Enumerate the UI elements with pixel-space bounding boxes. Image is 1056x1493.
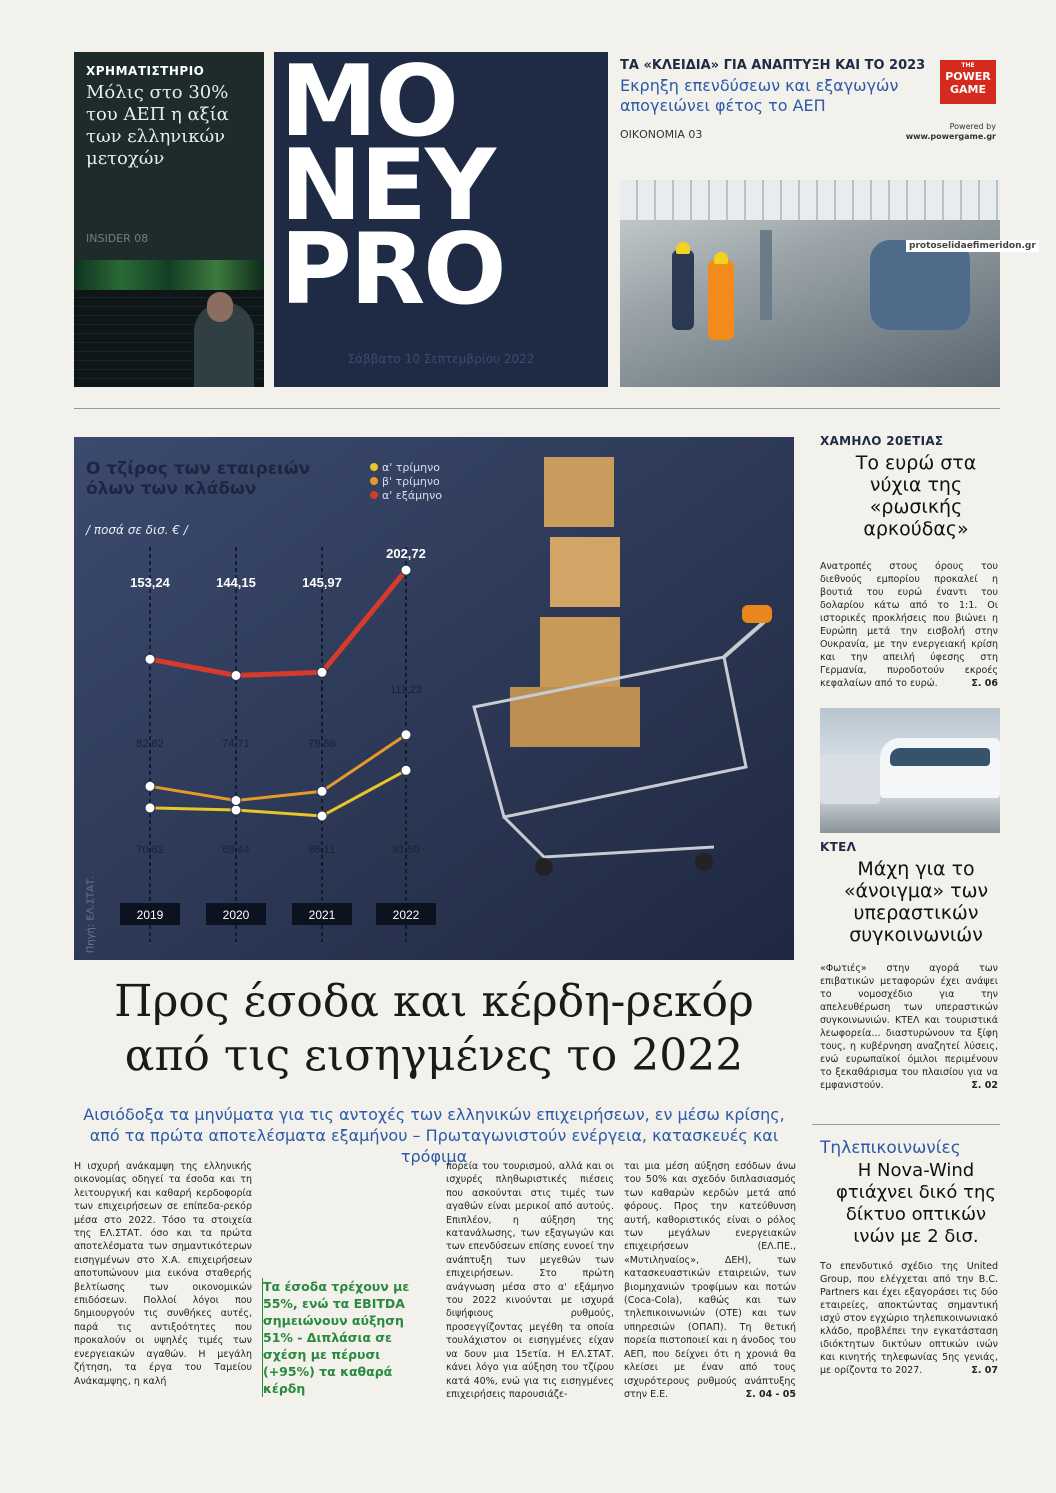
chart-legend bbox=[370, 461, 442, 503]
worker-1-helmet bbox=[676, 242, 690, 254]
x-tick-label-2021: 2021 bbox=[308, 908, 336, 922]
main-column-2: πορεία του τουρισμού, αλλά και οι ισχυρές πληθωριστικές πιέσεις που ασκούνται στις τιμές των αγαθών είναι μερικοί από αυτούς. Επιπλέον, η αύξηση της κατανάλωσης, των εξαγωγών και των επενδύσεων επίσης ευνοεί την ανάπτυξη των μεγεθών των επιχειρήσεων. Στο πρώτη ανάγνωση μέσα στο α' εξάμηνο του 2022 κινούνται με ισχυρά διψήφιους ρυθμούς, προσεγγίζοντας μεγέθη τα οποία τουλάχιστον οι εισηγμένες είχαν να δουν μια 15ετία. Η ΕΛ.ΣΤΑΤ. κάνει λόγο για αύξηση του τζίρου κατά 40%, ενώ για τις εισηγμένες επιχειρήσεις παρουσιάζε- bbox=[446, 1161, 614, 1400]
factory-roof bbox=[620, 180, 1000, 220]
point-1-2019 bbox=[145, 781, 155, 791]
masthead-logo bbox=[274, 45, 608, 387]
point-2-2022 bbox=[401, 565, 411, 575]
legend-label-q1: α' τρίμηνο bbox=[382, 461, 440, 474]
main-column-1: Η ισχυρή ανάκαμψη της ελληνικής οικονομίας οδηγεί τα έσοδα και τη λειτουργική και καθαρή κερδοφορία των επιχειρήσεων σε επίπεδα-ρεκόρ μέσα στο 2022. Τόσο τα στοιχεία της ΕΛ.ΣΤΑΤ. όσο και τα πρώτα αποτελέσματα των σημαντικότερων εισηγμένων στο Χ.Α. επιχειρήσεων αποτυπώνουν μια εικόνα σταθερής βελτίωσης των οικονομικών επιδόσεων. Πολλοί λόγοι που δημιουργούν τις συνθήκες αυτές, παρά τις αντιξοότητες που προκαλούν οι υψηλές τιμές των ενεργειακών αγαθών. Η μεγάλη ζήτηση, τα έργα του Ταμείου Ανάκαμψης, η καλή bbox=[74, 1161, 252, 1387]
point-1-2022 bbox=[401, 730, 411, 740]
side3-body bbox=[820, 1260, 998, 1377]
bus-body bbox=[880, 738, 1000, 798]
main-column-3 bbox=[624, 1160, 796, 1401]
point-2-2021 bbox=[317, 667, 327, 677]
value-label-2-2019: 153,24 bbox=[130, 575, 170, 590]
insider-headline: Μόλις στο 30% του ΑΕΠ η αξία των ελληνικών μετοχών bbox=[86, 82, 229, 169]
legend-swatch-q2 bbox=[370, 477, 378, 485]
pull-quote: Τα έσοδα τρέχουν με 55%, ενώ τα EBITDA σημειώνουν αύξηση 51% - Διπλάσια σε σχέση με πέρυσι (+95%) τα καθαρά κέρδη bbox=[262, 1278, 431, 1397]
trader-head-photo bbox=[207, 292, 233, 322]
point-1-2020 bbox=[231, 796, 241, 806]
chart-canvas bbox=[74, 437, 794, 960]
side2-headline[interactable]: Μάχη για το «άνοιγμα» των υπεραστικών συγκοινωνιών bbox=[843, 858, 989, 946]
factory-boiler bbox=[870, 240, 970, 330]
x-tick-label-2022: 2022 bbox=[392, 908, 420, 922]
value-label-1-2021: 79,86 bbox=[308, 738, 336, 750]
legend-label-q2: β' τρίμηνο bbox=[382, 475, 440, 488]
side2-body bbox=[820, 962, 998, 1092]
value-label-0-2019: 70,62 bbox=[136, 844, 164, 856]
logo-line-1: MO bbox=[280, 45, 457, 159]
point-2-2020 bbox=[231, 671, 241, 681]
main-headline-line-1: Προς έσοδα και κέρδη-ρεκόρ bbox=[114, 976, 754, 1027]
powered-by-label: Powered by bbox=[949, 122, 996, 131]
x-tick-label-2019: 2019 bbox=[136, 908, 164, 922]
point-1-2021 bbox=[317, 786, 327, 796]
legend-item-q2 bbox=[370, 475, 442, 489]
side-divider bbox=[812, 1124, 1000, 1125]
legend-swatch-q1 bbox=[370, 463, 378, 471]
side3-kicker: Τηλεπικοινωνίες bbox=[820, 1138, 961, 1158]
side3-headline[interactable]: Η Nova-Wind φτιάχνει δικό της δίκτυο οπτικών ινών με 2 δισ. bbox=[836, 1160, 996, 1247]
legend-item-h1 bbox=[370, 489, 442, 503]
powered-by-url[interactable]: www.powergame.gr bbox=[905, 132, 996, 141]
side1-body bbox=[820, 560, 998, 690]
powered-by bbox=[870, 122, 996, 142]
cart-wheel-2 bbox=[695, 853, 713, 871]
watermark: protoselidaefimeridon.gr bbox=[906, 240, 1039, 252]
value-label-2-2022: 202,72 bbox=[386, 546, 426, 562]
point-0-2021 bbox=[317, 811, 327, 821]
power-game-logo bbox=[940, 60, 996, 104]
factory-pipe bbox=[760, 230, 772, 320]
logo-line-3: PRO bbox=[280, 213, 505, 327]
section-divider bbox=[74, 408, 1000, 409]
power-game-logo-game: GAME bbox=[949, 83, 986, 96]
top-story-headline: Εκρηξη επενδύσεων και εξαγωγών απογειώνει φέτος το ΑΕΠ bbox=[620, 76, 899, 115]
point-2-2019 bbox=[145, 654, 155, 664]
box-1 bbox=[544, 457, 614, 527]
value-label-0-2022: 91,50 bbox=[392, 844, 420, 856]
chart-title: Ο τζίρος των εταιρειών όλων των κλάδων bbox=[86, 459, 311, 499]
main-subheadline: Αισιόδοξα τα μηνύματα για τις αντοχές των ελληνικών επιχειρήσεων, εν μέσω κρίσης, από τα πρώτα αποτελέσματα εξαμήνου – Πρωταγωνιστούν ενέργεια, κατασκευές και τρόφιμα bbox=[83, 1105, 785, 1166]
value-label-0-2020: 69,44 bbox=[222, 844, 250, 856]
top-story-kicker: ΤΑ «ΚΛΕΙΔΙΑ» ΓΙΑ ΑΝΑΠΤΥΞΗ ΚΑΙ ΤΟ 2023 bbox=[620, 58, 926, 73]
worker-1 bbox=[672, 250, 694, 330]
factory-photo bbox=[620, 180, 1036, 387]
value-label-0-2021: 66,11 bbox=[308, 844, 336, 856]
side2-kicker: ΚΤΕΛ bbox=[820, 840, 857, 854]
side3-page-ref[interactable]: Σ. 07 bbox=[971, 1365, 998, 1376]
point-0-2020 bbox=[231, 805, 241, 815]
power-game-logo-power: POWER bbox=[945, 70, 991, 83]
legend-label-h1: α' εξάμηνο bbox=[382, 489, 442, 502]
legend-item-q1 bbox=[370, 461, 442, 475]
point-0-2019 bbox=[145, 803, 155, 813]
point-0-2022 bbox=[401, 765, 411, 775]
chart-source: Πηγή: ΕΛ.ΣΤΑΤ. bbox=[85, 875, 97, 954]
issue-date: Σάββατο 10 Σεπτεμβρίου 2022 bbox=[347, 352, 535, 366]
legend-swatch-h1 bbox=[370, 491, 378, 499]
stock-ticker-photo bbox=[74, 260, 264, 290]
main-headline[interactable] bbox=[74, 975, 794, 1083]
chart-unit: / ποσά σε δισ. € / bbox=[86, 523, 188, 537]
cart-grip bbox=[742, 605, 772, 623]
value-label-1-2019: 82,62 bbox=[136, 738, 164, 750]
box-3 bbox=[540, 617, 620, 687]
revenue-chart bbox=[74, 437, 794, 960]
main-headline-line-2: από τις εισηγμένες το 2022 bbox=[124, 1030, 744, 1081]
side1-body-text: Ανατροπές στους όρους του διεθνούς εμπορίου προκαλεί η βουτιά του ευρώ έναντι του δολαρίου κάτω από το 1:1. Οι ιστορικές προκλήσεις που βιώνει η Ευρώπη μετά την εισβολή στην Ουκρανία, με την ενεργειακή κρίση και την απειλή ύφεσης στη Γερμανία, πυροδοτούν εκροές κεφαλαίων από το ευρώ. bbox=[820, 561, 998, 689]
value-label-2-2021: 145,97 bbox=[302, 575, 342, 590]
logo-line-2: NEY bbox=[280, 129, 494, 243]
main-column-3-text: ται μια μέση αύξηση εσόδων άνω του 50% και σχεδόν διπλασιασμός των καθαρών κερδών μετά από φόρους. Προς την κατεύθυνση αυτή, καθοριστικός είναι ο ρόλος των μεγάλων ενεργειακών επιχειρήσεων (ΕΛ.ΠΕ., «Μυτιληναίος», ΔΕΗ), των κατασκευαστικών εταιρειών, των βιομηχανιών τροφίμων και ποτών (Coca-Cola), καθώς και των τηλεπικοινωνιών (ΟΤΕ) και των υπηρεσιών (ΟΠΑΠ). Τη θετική πορεία πιστοποιεί και η άνοδος του ΑΕΠ, που δείχνει ότι η χρονιά θα κλείσει με έναν από τους ισχυρότερους ρυθμούς ανάπτυξης στην Ε.Ε. bbox=[624, 1161, 796, 1400]
main-page-ref[interactable]: Σ. 04 - 05 bbox=[745, 1388, 796, 1400]
worker-2 bbox=[708, 260, 734, 340]
value-label-1-2020: 74,71 bbox=[222, 738, 250, 750]
side2-body-text: «Φωτιές» στην αγορά των επιβατικών μεταφορών έχει ανάψει το νομοσχέδιο για την απελευθέρωση των υπεραστικών συγκοινωνιών. ΚΤΕΛ και τουριστικά λεωφορεία... διαστυρώνουν τα ξίφη τους, η κυβέρνηση αναζητεί λύσεις, ενώ ευρωπαϊκοί όμιλοι περιμένουν το ξεκαθάρισμα του πλαισίου για να εμφανιστούν. bbox=[820, 963, 998, 1091]
insider-kicker: ΧΡΗΜΑΤΙΣΤΗΡΙΟ bbox=[86, 64, 205, 78]
power-game-logo-the: THE bbox=[961, 62, 975, 69]
bus-windshield bbox=[890, 748, 990, 766]
worker-2-helmet bbox=[714, 252, 728, 264]
insider-teaser[interactable] bbox=[74, 52, 264, 387]
bus-photo bbox=[820, 708, 1000, 833]
top-story-page-ref: ΟΙΚΟΝΟΜΙΑ 03 bbox=[620, 128, 703, 141]
box-2 bbox=[550, 537, 620, 607]
side1-headline[interactable]: Το ευρώ στα νύχια της «ρωσικής αρκούδας» bbox=[855, 452, 977, 540]
bus-building bbox=[820, 754, 880, 804]
side1-kicker: ΧΑΜΗΛΟ 20ΕΤΙΑΣ bbox=[820, 434, 944, 448]
insider-page-ref: INSIDER 08 bbox=[86, 232, 149, 245]
side2-page-ref[interactable]: Σ. 02 bbox=[971, 1080, 998, 1091]
side1-page-ref[interactable]: Σ. 06 bbox=[971, 678, 998, 689]
cart-wheel-1 bbox=[535, 858, 553, 876]
value-label-1-2022: 111,23 bbox=[389, 684, 423, 696]
chart-background bbox=[74, 437, 794, 960]
value-label-2-2020: 144,15 bbox=[216, 575, 256, 590]
side3-body-text: Το επενδυτικό σχέδιο της United Group, που ελέγχεται από την B.C. Partners και έχει εξαγοράσει τις δύο εταιρείες, αποκτώντας σημαντική ισχύ στον εγχώριο τηλεπικοινωνιακό κλάδο, προβλέπει την εγκατάσταση ιδιόκτητων δικτύων οπτικών ινών και κινητής τηλεφωνίας 5ης γενιάς, με ορίζοντα το 2027. bbox=[820, 1261, 998, 1376]
x-tick-label-2020: 2020 bbox=[222, 908, 250, 922]
